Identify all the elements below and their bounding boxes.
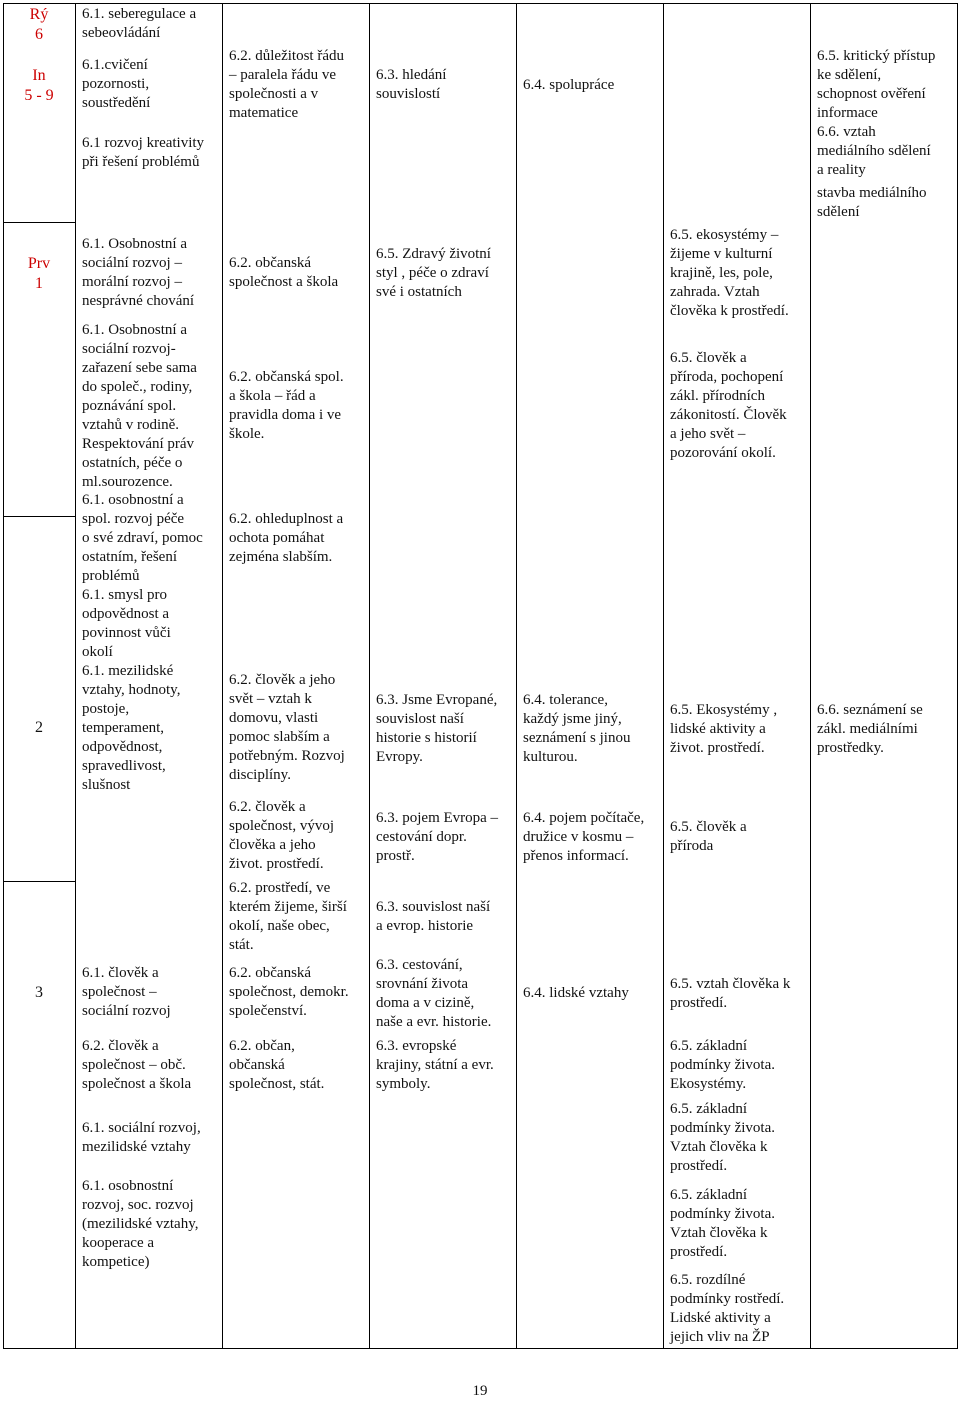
dv-topic: 6.2. prostředí, ve kterém žijeme, širší okolí, naše obec, stát. [229, 880, 347, 953]
media-topic: stavba mediálního sdělení [817, 185, 927, 220]
env-topic: 6.5. rozdílné podmínky rostředí. Lidské aktivity a jejich vliv na ŽP [670, 1272, 785, 1345]
osv-topic: 6.1.cvičení pozornosti, soustředění [82, 57, 151, 111]
dv-topic: 6.2. důležitost řádu – paralela řádu ve společnosti a v matematice [229, 48, 344, 121]
table-rule [663, 3, 664, 1349]
osv-topic: 6.1. seberegulace a sebeovládání [82, 6, 197, 41]
osv-topic: 6.1. smysl pro odpovědnost a povinnost vůči okolí [82, 587, 171, 660]
env-topic: 6.5. člověk a příroda [670, 819, 747, 854]
osv-topic: 6.1. Osobnostní a sociální rozvoj – morální rozvoj – nesprávné chování [82, 236, 195, 309]
dv-topic: 6.2. občanská spol. a škola – řád a pravidla doma i ve škole. [229, 369, 344, 442]
osv-topic: 6.1. osobnostní rozvoj, soc. rozvoj (mezilidské vztahy, kooperace a kompetice) [82, 1178, 199, 1270]
ev-topic: 6.3. evropské krajiny, státní a evr. symboly. [376, 1038, 494, 1092]
mv-topic: 6.4. pojem počítače, družice v kosmu – přenos informací. [523, 810, 645, 864]
grade-cell: 2 [35, 719, 43, 736]
env-topic: 6.5. základní podmínky života. Ekosystémy. [670, 1038, 775, 1092]
mv-topic: 6.4. spolupráce [523, 77, 615, 93]
osv-topic: 6.1 rozvoj kreativity při řešení problémů [82, 135, 205, 170]
env-topic: 6.5. vztah člověka k prostředí. [670, 976, 791, 1011]
ev-topic: 6.3. Jsme Evropané, souvislost naší historie s historií Evropy. [376, 692, 498, 765]
osv-topic: 6.1. člověk a společnost – sociální rozvoj [82, 965, 171, 1019]
osv-topic: 6.2. člověk a společnost – obč. společnost a škola [82, 1038, 192, 1092]
ev-topic: 6.5. Zdravý životní styl , péče o zdraví své i ostatních [376, 246, 491, 300]
dv-topic: 6.2. občanská společnost, demokr. společenství. [229, 965, 349, 1019]
ev-topic: 6.3. pojem Evropa – cestování dopr. prostř. [376, 810, 499, 864]
dv-topic: 6.2. člověk a jeho svět – vztah k domovu, vlasti pomoc slabším a potřebným. Rozvoj disciplíny. [229, 672, 345, 783]
ev-topic: 6.3. cestování, srovnání života doma a v cizině, naše a evr. historie. [376, 957, 492, 1030]
env-topic: 6.5. člověk a příroda, pochopení zákl. přírodních zákonitostí. Člověk a jeho svět – pozorování okolí. [670, 350, 787, 461]
table-rule [3, 1348, 958, 1349]
env-topic: 6.5. základní podmínky života. Vztah člověka k prostředí. [670, 1101, 775, 1174]
env-topic: 6.5. Ekosystémy , lidské aktivity a život. prostředí. [670, 702, 778, 756]
table-rule [3, 3, 4, 1349]
mv-topic: 6.4. tolerance, každý jsme jiný, seznámení s jinou kulturou. [523, 692, 631, 765]
ev-topic: 6.3. souvislost naší a evrop. historie [376, 899, 491, 934]
table-rule [3, 881, 76, 882]
table-rule [3, 516, 76, 517]
media-topic: 6.6. vztah mediálního sdělení a reality [817, 124, 931, 178]
media-topic: 6.5. kritický přístup ke sdělení, schopnost ověření informace [817, 48, 936, 121]
table-rule [516, 3, 517, 1349]
env-topic: 6.5. základní podmínky života. Vztah člověka k prostředí. [670, 1187, 775, 1260]
osv-topic: 6.1. mezilidské vztahy, hodnoty, postoje, temperament, odpovědnost, spravedlivost, slušnost [82, 663, 181, 793]
osv-topic: 6.1. sociální rozvoj, mezilidské vztahy [82, 1120, 201, 1155]
table-rule [75, 3, 76, 1349]
table-rule [3, 3, 958, 4]
dv-topic: 6.2. občanská společnost a škola [229, 255, 339, 290]
grade-cell: Rý 6 [29, 6, 49, 43]
dv-topic: 6.2. občan, občanská společnost, stát. [229, 1038, 325, 1092]
ev-topic: 6.3. hledání souvislostí [376, 67, 447, 102]
table-rule [3, 222, 76, 223]
osv-topic: 6.1. Osobnostní a sociální rozvoj- zařazení sebe sama do společ., rodiny, poznávání spol. vztahů v rodině. Respektování práv ostatních, péče o ml.sourozence. [82, 322, 197, 490]
grade-cell: In 5 - 9 [24, 67, 54, 104]
dv-topic: 6.2. člověk a společnost, vývoj člověka a jeho život. prostředí. [229, 799, 334, 872]
dv-topic: 6.2. ohleduplnost a ochota pomáhat zejména slabším. [229, 511, 344, 565]
mv-topic: 6.4. lidské vztahy [523, 985, 629, 1001]
page-number: 19 [472, 1383, 488, 1399]
media-topic: 6.6. seznámení se zákl. mediálními prostředky. [817, 702, 923, 756]
env-topic: 6.5. ekosystémy – žijeme v kulturní krajině, les, pole, zahrada. Vztah člověka k prostředí. [670, 227, 789, 319]
osv-topic: 6.1. osobnostní a spol. rozvoj péče o své zdraví, pomoc ostatním, řešení problémů [82, 492, 203, 584]
grade-cell: Prv 1 [27, 255, 51, 292]
grade-cell: 3 [35, 984, 43, 1001]
